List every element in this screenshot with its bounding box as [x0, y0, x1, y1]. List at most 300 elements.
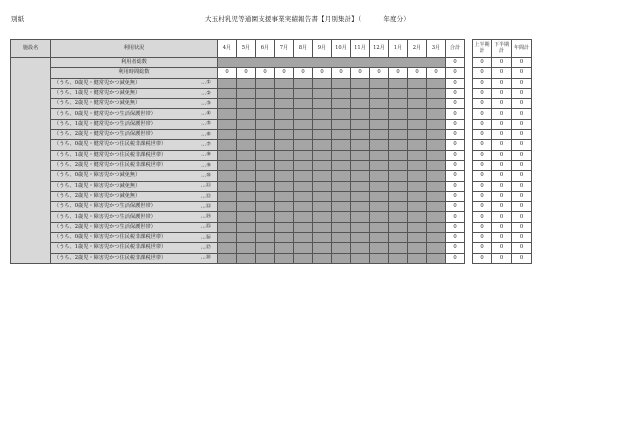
second-half-value: 0 [492, 99, 512, 109]
hours-month-value: 0 [294, 68, 313, 78]
shaded-month-cell [275, 150, 294, 160]
second-half-value: 0 [492, 243, 512, 253]
shaded-month-cell [256, 150, 275, 160]
breakdown-row-marker: …⑰ [200, 244, 211, 251]
breakdown-row [11, 99, 465, 109]
shaded-month-cell [275, 78, 294, 88]
breakdown-row-total: 0 [446, 99, 465, 109]
shaded-month-cell [218, 191, 237, 201]
shaded-month-cell [294, 160, 313, 170]
shaded-month-cell [237, 243, 256, 253]
shaded-month-cell [218, 243, 237, 253]
shaded-month-cell [332, 212, 351, 222]
shaded-month-cell [275, 191, 294, 201]
breakdown-row-marker: …⑨ [201, 162, 211, 169]
annual-value: 0 [512, 233, 532, 243]
hours-month-value: 0 [370, 68, 389, 78]
shaded-month-cell [408, 160, 427, 170]
shaded-month-cell [275, 212, 294, 222]
breakdown-row-marker: …⑧ [201, 151, 211, 158]
shaded-month-cell [370, 160, 389, 170]
shaded-month-cell [389, 233, 408, 243]
shaded-month-cell [351, 222, 370, 232]
shaded-month-cell [351, 150, 370, 160]
annual-value: 0 [512, 130, 532, 140]
half-year-row [473, 202, 532, 212]
shaded-month-cell [256, 222, 275, 232]
usage-status-header: 利用状況 [51, 40, 218, 58]
shaded-month-cell [256, 253, 275, 263]
shaded-month-cell [332, 243, 351, 253]
shaded-month-cell [313, 233, 332, 243]
title-year-suffix: 年度分） [383, 15, 410, 23]
half-year-row [473, 68, 532, 78]
annual-value: 0 [512, 181, 532, 191]
shaded-month-cell [389, 109, 408, 119]
breakdown-row-total: 0 [446, 222, 465, 232]
first-half-value: 0 [473, 181, 492, 191]
breakdown-row-label [51, 243, 218, 253]
half-year-row [473, 58, 532, 68]
half-year-row [473, 222, 532, 232]
shaded-month-cell [389, 222, 408, 232]
breakdown-row-label [51, 181, 218, 191]
shaded-month-cell [294, 212, 313, 222]
shaded-month-cell [294, 253, 313, 263]
shaded-month-cell [351, 191, 370, 201]
shaded-month-cell [370, 171, 389, 181]
first-half-header: 上半期計 [473, 40, 492, 58]
shaded-month-cell [275, 202, 294, 212]
half-year-row [473, 243, 532, 253]
shaded-month-cell [370, 99, 389, 109]
shaded-month-cell [370, 150, 389, 160]
shaded-month-cell [370, 109, 389, 119]
second-half-value: 0 [492, 119, 512, 129]
shaded-month-cell [256, 171, 275, 181]
first-half-value: 0 [473, 243, 492, 253]
shaded-month-cell [351, 88, 370, 98]
shaded-month-cell [313, 253, 332, 263]
half-year-row [473, 160, 532, 170]
shaded-month-cell [389, 181, 408, 191]
shaded-month-cell [427, 78, 446, 88]
shaded-month-cell [313, 88, 332, 98]
breakdown-row-label [51, 140, 218, 150]
first-half-value: 0 [473, 202, 492, 212]
shaded-month-cell [313, 78, 332, 88]
breakdown-row [11, 202, 465, 212]
second-half-value: 0 [492, 160, 512, 170]
shaded-month-cell [294, 233, 313, 243]
shaded-month-cell [275, 99, 294, 109]
shaded-month-cell [237, 212, 256, 222]
shaded-month-cell [218, 160, 237, 170]
second-half-value: 0 [492, 233, 512, 243]
breakdown-row-label [51, 222, 218, 232]
shaded-month-cell [256, 243, 275, 253]
shaded-month-cell [332, 78, 351, 88]
shaded-month-cell [408, 78, 427, 88]
breakdown-row [11, 130, 465, 140]
shaded-month-cell [256, 99, 275, 109]
shaded-month-cell [351, 181, 370, 191]
breakdown-row-marker: …⑦ [201, 141, 211, 148]
shaded-month-cell [332, 119, 351, 129]
shaded-month-cell [313, 109, 332, 119]
shaded-month-cell [294, 202, 313, 212]
shaded-month-cell [332, 171, 351, 181]
shaded-month-cell [256, 109, 275, 119]
shaded-month-cell [256, 78, 275, 88]
half-year-row [473, 130, 532, 140]
half-year-row [473, 150, 532, 160]
shaded-month-cell [218, 253, 237, 263]
breakdown-row-label [51, 109, 218, 119]
breakdown-row-text: （うち、2歳児・健常児かつ減免無） [54, 100, 141, 107]
shaded-month-cell [313, 150, 332, 160]
breakdown-row-marker: …③ [201, 100, 211, 107]
second-half-value: 0 [492, 253, 512, 263]
shaded-month-cell [237, 202, 256, 212]
breakdown-row-label [51, 119, 218, 129]
shaded-month-cell [351, 119, 370, 129]
facility-name-header: 施設名 [11, 40, 51, 58]
breakdown-row-marker: …⑩ [201, 172, 211, 179]
shaded-month-cell [370, 212, 389, 222]
half-year-row [473, 119, 532, 129]
breakdown-row [11, 119, 465, 129]
shaded-month-cell [313, 181, 332, 191]
shaded-month-cell [218, 78, 237, 88]
shaded-month-cell [275, 109, 294, 119]
first-half-value: 0 [473, 150, 492, 160]
breakdown-row-text: （うち、2歳児・障害児かつ生活保護世帯） [54, 223, 156, 230]
shaded-month-cell [408, 212, 427, 222]
breakdown-row-text: （うち、2歳児・障害児かつ減免無） [54, 192, 141, 199]
shaded-month-cell [218, 150, 237, 160]
shaded-month-cell [218, 171, 237, 181]
second-half-value: 0 [492, 202, 512, 212]
breakdown-row-marker: …⑯ [200, 234, 211, 241]
breakdown-row [11, 150, 465, 160]
hours-month-value: 0 [237, 68, 256, 78]
half-year-header-row [473, 40, 532, 58]
breakdown-row [11, 191, 465, 201]
hours-month-value: 0 [218, 68, 237, 78]
shaded-month-cell [389, 171, 408, 181]
breakdown-row-label [51, 160, 218, 170]
second-half-value: 0 [492, 222, 512, 232]
shaded-month-cell [275, 233, 294, 243]
annual-value: 0 [512, 78, 532, 88]
breakdown-row-text: （うち、0歳児・障害児かつ住民税非課税世帯） [54, 234, 167, 241]
shaded-month-cell [389, 78, 408, 88]
shaded-month-cell [237, 119, 256, 129]
shaded-month-cell [427, 181, 446, 191]
breakdown-row-marker: …② [201, 89, 211, 96]
hours-month-value: 0 [351, 68, 370, 78]
breakdown-row-label [51, 78, 218, 88]
breakdown-row-label [51, 130, 218, 140]
first-half-value: 0 [473, 191, 492, 201]
month-header: 12月 [370, 40, 389, 58]
shaded-month-cell [370, 243, 389, 253]
shaded-month-cell [275, 119, 294, 129]
shaded-month-cell [370, 191, 389, 201]
shaded-month-cell [427, 119, 446, 129]
shaded-month-cell [351, 140, 370, 150]
month-header: 3月 [427, 40, 446, 58]
shaded-month-cell [313, 130, 332, 140]
shaded-month-cell [218, 88, 237, 98]
half-year-row [473, 171, 532, 181]
shaded-month-cell [427, 202, 446, 212]
table-header-row [11, 40, 465, 58]
second-half-header: 下半期計 [492, 40, 512, 58]
hours-month-value: 0 [408, 68, 427, 78]
shaded-month-cell [256, 140, 275, 150]
half-year-summary-table [472, 39, 532, 264]
shaded-month-cell [237, 150, 256, 160]
shaded-month-cell [237, 140, 256, 150]
month-header: 5月 [237, 40, 256, 58]
shaded-month-cell [370, 78, 389, 88]
shaded-month-cell [237, 99, 256, 109]
breakdown-row-label [51, 99, 218, 109]
shaded-month-cell [427, 233, 446, 243]
breakdown-row-total: 0 [446, 233, 465, 243]
shaded-month-cell [427, 140, 446, 150]
shaded-month-cell [294, 99, 313, 109]
annual-header: 年間計 [512, 40, 532, 58]
breakdown-row-total: 0 [446, 88, 465, 98]
shaded-month-cell [370, 181, 389, 191]
shaded-month-cell [237, 88, 256, 98]
first-half-value: 0 [473, 212, 492, 222]
shaded-month-cell [332, 253, 351, 263]
month-header: 9月 [313, 40, 332, 58]
first-half-value: 0 [473, 109, 492, 119]
breakdown-row-label [51, 191, 218, 201]
shaded-month-cell [237, 253, 256, 263]
breakdown-row-label [51, 150, 218, 160]
shaded-month-cell [408, 88, 427, 98]
breakdown-row-marker: …⑱ [200, 254, 211, 261]
breakdown-row [11, 140, 465, 150]
document-title [205, 14, 410, 23]
shaded-month-cell [313, 191, 332, 201]
second-half-value: 0 [492, 88, 512, 98]
shaded-month-cell [389, 160, 408, 170]
shaded-month-cell [332, 88, 351, 98]
breakdown-row-marker: …⑥ [201, 131, 211, 138]
shaded-month-cell [427, 171, 446, 181]
shaded-month-cell [294, 78, 313, 88]
shaded-month-cell [389, 212, 408, 222]
annual-value: 0 [512, 243, 532, 253]
breakdown-row-marker: …⑭ [200, 213, 211, 220]
month-header: 8月 [294, 40, 313, 58]
second-half-value: 0 [492, 78, 512, 88]
shaded-month-cell [351, 99, 370, 109]
breakdown-row-text: （うち、2歳児・健常児かつ生活保護世帯） [54, 131, 156, 138]
breakdown-row-text: （うち、1歳児・健常児かつ生活保護世帯） [54, 120, 156, 127]
shaded-month-cell [237, 222, 256, 232]
month-header: 7月 [275, 40, 294, 58]
breakdown-row-label [51, 253, 218, 263]
breakdown-row-marker: …⑬ [200, 203, 211, 210]
shaded-month-cell [256, 181, 275, 191]
shaded-month-cell [313, 202, 332, 212]
shaded-month-cell [313, 171, 332, 181]
shaded-month-cell [351, 171, 370, 181]
shaded-month-cell [218, 202, 237, 212]
shaded-month-cell [370, 233, 389, 243]
breakdown-row-total: 0 [446, 243, 465, 253]
shaded-month-cell [370, 202, 389, 212]
shaded-month-cell [408, 109, 427, 119]
first-half-value: 0 [473, 119, 492, 129]
shaded-month-cell [389, 150, 408, 160]
shaded-month-cell [389, 243, 408, 253]
breakdown-row-total: 0 [446, 181, 465, 191]
shaded-month-cell [294, 119, 313, 129]
annual-value: 0 [512, 99, 532, 109]
shaded-month-cell [256, 119, 275, 129]
shaded-month-cell [332, 109, 351, 119]
shaded-month-cell [408, 119, 427, 129]
shaded-month-cell [351, 202, 370, 212]
shaded-month-cell [294, 109, 313, 119]
month-header: 1月 [389, 40, 408, 58]
shaded-month-cell [218, 140, 237, 150]
shaded-month-cell [256, 233, 275, 243]
breakdown-row-text: （うち、0歳児・健常児かつ生活保護世帯） [54, 110, 156, 117]
shaded-month-cell [332, 222, 351, 232]
shaded-month-cell [332, 233, 351, 243]
half-year-row [473, 181, 532, 191]
shaded-month-cell [389, 88, 408, 98]
shaded-month-cell [313, 140, 332, 150]
shaded-month-cell [351, 212, 370, 222]
breakdown-row [11, 181, 465, 191]
shaded-month-cell [332, 150, 351, 160]
shaded-month-cell [237, 109, 256, 119]
first-half-value: 0 [473, 253, 492, 263]
shaded-month-cell [237, 160, 256, 170]
shaded-month-cell [218, 130, 237, 140]
breakdown-row-text: （うち、1歳児・障害児かつ生活保護世帯） [54, 213, 156, 220]
second-half-value: 0 [492, 191, 512, 201]
users-total-months-shaded [218, 58, 446, 68]
month-header: 10月 [332, 40, 351, 58]
breakdown-row-text: （うち、0歳児・障害児かつ生活保護世帯） [54, 203, 156, 210]
shaded-month-cell [389, 253, 408, 263]
breakdown-row [11, 109, 465, 119]
shaded-month-cell [313, 99, 332, 109]
shaded-month-cell [408, 140, 427, 150]
first-half-value: 0 [473, 130, 492, 140]
shaded-month-cell [218, 181, 237, 191]
first-half-value: 0 [473, 160, 492, 170]
shaded-month-cell [408, 130, 427, 140]
shaded-month-cell [332, 130, 351, 140]
breakdown-row-label [51, 202, 218, 212]
shaded-month-cell [294, 171, 313, 181]
shaded-month-cell [408, 243, 427, 253]
shaded-month-cell [256, 130, 275, 140]
annual-value: 0 [512, 212, 532, 222]
annual-value: 0 [512, 68, 532, 78]
half-year-row [473, 212, 532, 222]
shaded-month-cell [256, 202, 275, 212]
breakdown-row-total: 0 [446, 160, 465, 170]
breakdown-row-label [51, 171, 218, 181]
shaded-month-cell [389, 140, 408, 150]
shaded-month-cell [427, 88, 446, 98]
shaded-month-cell [275, 181, 294, 191]
breakdown-row-text: （うち、2歳児・障害児かつ住民税非課税世帯） [54, 254, 167, 261]
annual-value: 0 [512, 222, 532, 232]
shaded-month-cell [294, 222, 313, 232]
breakdown-row-total: 0 [446, 253, 465, 263]
shaded-month-cell [332, 99, 351, 109]
shaded-month-cell [351, 233, 370, 243]
shaded-month-cell [256, 88, 275, 98]
shaded-month-cell [313, 160, 332, 170]
breakdown-row [11, 212, 465, 222]
shaded-month-cell [351, 109, 370, 119]
half-year-row [473, 191, 532, 201]
half-year-row [473, 253, 532, 263]
shaded-month-cell [351, 160, 370, 170]
breakdown-row [11, 78, 465, 88]
shaded-month-cell [275, 243, 294, 253]
shaded-month-cell [237, 171, 256, 181]
breakdown-row-total: 0 [446, 191, 465, 201]
shaded-month-cell [332, 181, 351, 191]
shaded-month-cell [370, 130, 389, 140]
hours-total-row [11, 68, 465, 78]
breakdown-row [11, 233, 465, 243]
shaded-month-cell [389, 202, 408, 212]
shaded-month-cell [351, 243, 370, 253]
first-half-value: 0 [473, 222, 492, 232]
breakdown-row-text: （うち、0歳児・障害児かつ減免無） [54, 172, 141, 179]
shaded-month-cell [237, 181, 256, 191]
shaded-month-cell [351, 130, 370, 140]
shaded-month-cell [313, 119, 332, 129]
first-half-value: 0 [473, 88, 492, 98]
shaded-month-cell [427, 243, 446, 253]
shaded-month-cell [332, 160, 351, 170]
annual-value: 0 [512, 150, 532, 160]
hours-month-value: 0 [313, 68, 332, 78]
shaded-month-cell [408, 222, 427, 232]
breakdown-row [11, 253, 465, 263]
shaded-month-cell [370, 140, 389, 150]
shaded-month-cell [237, 233, 256, 243]
breakdown-row-text: （うち、1歳児・健常児かつ住民税非課税世帯） [54, 151, 167, 158]
breakdown-row [11, 243, 465, 253]
second-half-value: 0 [492, 140, 512, 150]
shaded-month-cell [427, 109, 446, 119]
second-half-value: 0 [492, 58, 512, 68]
shaded-month-cell [275, 171, 294, 181]
shaded-month-cell [408, 191, 427, 201]
shaded-month-cell [408, 233, 427, 243]
